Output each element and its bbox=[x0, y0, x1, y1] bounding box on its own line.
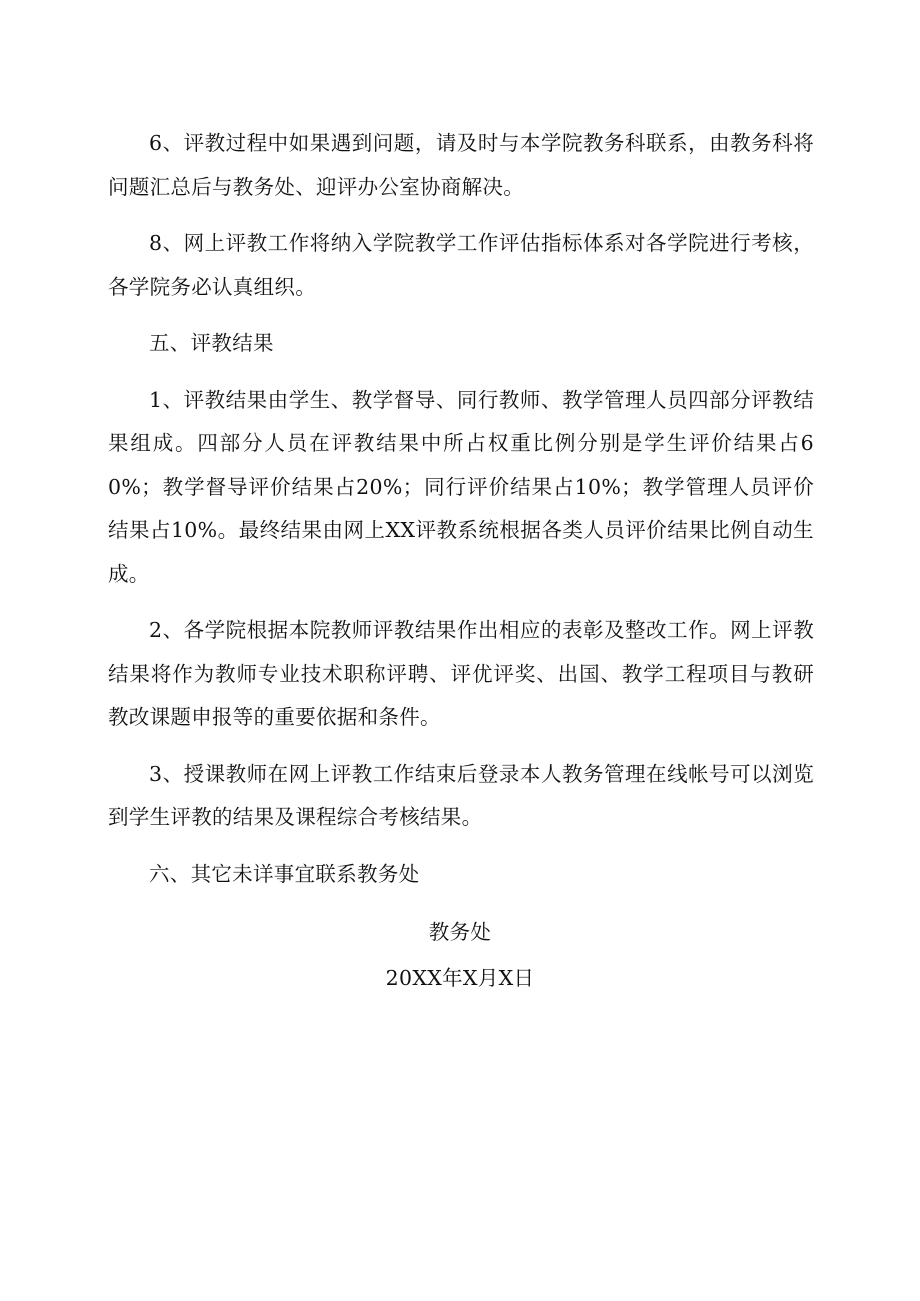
document-body bbox=[108, 122, 814, 909]
signature-date: 20XX年X月X日 bbox=[385, 966, 535, 990]
paragraph-item-6: 6、评教过程中如果遇到问题，请及时与本学院教务科联系，由教务科将问题汇总后与教务处、迎评办公室协商解决。 bbox=[108, 131, 814, 199]
paragraph-item-8: 8、网上评教工作将纳入学院教学工作评估指标体系对各学院进行考核，各学院务必认真组织。 bbox=[108, 231, 814, 299]
signature-organization: 教务处 bbox=[428, 920, 492, 944]
section-heading-evaluation-results: 五、评教结果 bbox=[149, 331, 274, 355]
section-heading-other-matters: 六、其它未详事宜联系教务处 bbox=[149, 861, 420, 886]
paragraph-result-3: 3、授课教师在网上评教工作结束后登录本人教务管理在线帐号可以浏览到学生评教的结果及课程综合考核结果。 bbox=[108, 761, 814, 829]
paragraph-result-2: 2、各学院根据本院教师评教结果作出相应的表彰及整改工作。网上评教结果将作为教师专业技术职称评聘、评优评奖、出国、教学工程项目与教研教改课题申报等的重要依据和条件。 bbox=[108, 618, 814, 729]
paragraph-result-1: 1、评教结果由学生、教学督导、同行教师、教学管理人员四部分评教结果组成。四部分人员在评教结果中所占权重比例分别是学生评价结果占60%；教学督导评价结果占20%；同行评价结果占10%；教学管理人员评价结果占10%。最终结果由网上XX评教系统根据各类人员评价结果比例自动生成。 bbox=[108, 387, 814, 586]
